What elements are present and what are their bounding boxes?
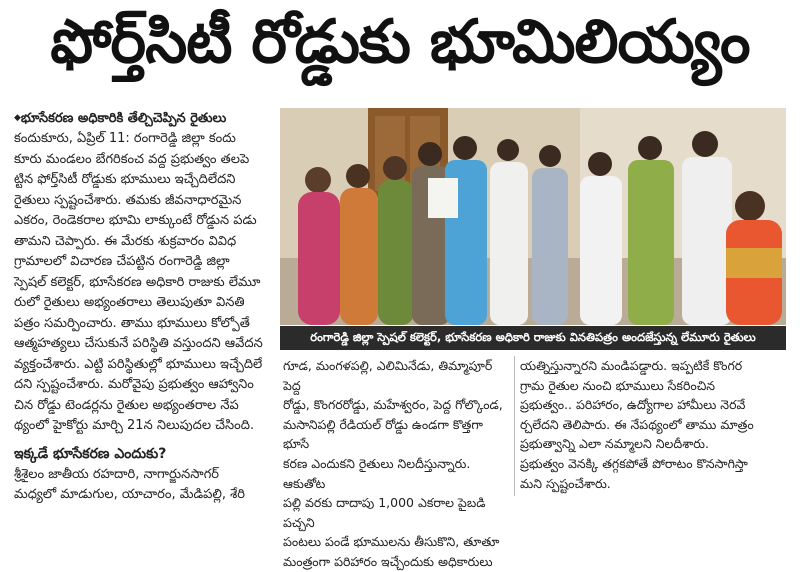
- subheading: ◆ భూసేకరణ అధికారికి తేల్చిచెప్పిన రైతులు: [14, 108, 276, 129]
- headline: ఫోర్త్‌సిటీ రోడ్డుకు భూమిలియ్యం: [50, 7, 750, 77]
- line: ప్రభుత్వం.. పరిహారం, ఉద్యోగాల హామీలు నెరవే: [520, 397, 746, 413]
- line: మసానిపల్లి రేడియల్ రోడ్డు ఉండగా కొత్తగా భూసే: [283, 416, 483, 452]
- line: పత్రం సమర్పించారు. తాము భూములు కోల్పోతే: [14, 315, 250, 331]
- line: గూడ, మంగళపల్లి, ఎలిమినేడు, తిమ్మాపూర్ పెద్ద: [283, 358, 493, 393]
- line: థ్యంలో హైకోర్టు మార్చి 21న నిలుపుదల చేసింది.: [14, 418, 255, 433]
- line: ప్రభుత్వాన్ని ఎలా నమ్మాలని నిలదీశారు.: [520, 436, 709, 452]
- line: రులో రైతులు అభ్యంతరాలు తెలుపుతూ వినతి: [14, 295, 245, 310]
- line: చిన రోడ్డు టెండర్లను రైతుల అభ్యంతరాల నేప: [14, 397, 239, 413]
- line: గ్రామ రైతుల నుంచి భూములు సేకరించిన: [520, 377, 716, 393]
- line: యత్నిస్తున్నారని మండిపడ్డారు. ఇప్పటికే కొంగర: [520, 358, 743, 373]
- line: కరణ ఎందుకని రైతులు నిలదీస్తున్నారు. ఆకుతోట: [283, 455, 471, 491]
- line: ఆత్మహత్యలు చేసుకునే పరిస్థితి వస్తుందని ఆవేదన: [14, 336, 263, 351]
- line: వ్యక్తంచేశారు. ఎట్టి పరిస్థితుల్లో భూములు ఇచ్చేదిలే: [14, 356, 263, 372]
- line: తామని చెప్పారు. ఈ మేరకు శుక్రవారం వివిధ: [14, 233, 237, 249]
- subheading-2: ఇక్కడే భూసేకరణ ఎందుకు?: [14, 445, 167, 462]
- line: ఎకరం, రెండెకరాల భూమి లాక్కుంటే రోడ్డున పడు: [14, 213, 257, 228]
- line: మధ్యలో మాడుగుల, యాచారం, మేడిపల్లి, శేరి: [14, 487, 245, 502]
- line: శ్రీశైలం జాతీయ రహదారి, నాగార్జునసాగర్: [14, 466, 219, 482]
- article-column-1: [14, 108, 276, 506]
- article-column-3: [520, 356, 785, 493]
- line: స్పెషల్ కలెక్టర్, భూసేకరణ అధికారి రాజుకు లేమూ: [14, 274, 261, 290]
- line: గ్రామాలలో విచారణ చేపట్టిన రంగారెడ్డి జిల్లా: [14, 254, 230, 269]
- line: దని స్పష్టంచేశారు. మరోవైపు ప్రభుత్వం ఆహ్వానిం: [14, 377, 254, 392]
- line: కందుకూరు, ఏప్రిల్ 11: రంగారెడ్డి జిల్లా కందు: [14, 131, 236, 146]
- line: మని స్పష్టంచేశారు.: [520, 475, 611, 491]
- line: ప్రభుత్వం వెనక్కి తగ్గకపోతే పోరాటం కొనసాగిస్తా: [520, 455, 748, 471]
- line: పల్లి వరకు దాదాపు 1,000 ఎకరాల పైబడి పచ్చని: [283, 495, 486, 530]
- column-divider: [514, 356, 515, 496]
- line: పంటలు పండే భూములను తీసుకొని, తూతూ: [283, 534, 500, 550]
- line: ట్టిన ఫోర్త్‌సిటీ రోడ్డుకు భూములు ఇచ్చేదిలేదని: [14, 172, 236, 187]
- photo-caption: రంగారెడ్డి జిల్లా స్పెషల్ కలెక్టర్, భూసేకరణ అధికారి రాజుకు వినతిపత్రం అందజేస్తున్న లేమూరు రైతులు: [280, 326, 786, 350]
- article-column-2: [283, 356, 508, 572]
- line: మంత్రంగా పరిహారం ఇచ్చేందుకు అధికారులు: [283, 553, 493, 569]
- line: రైతులు స్పష్టంచేశారు. తమకు జీవనాధారమైన: [14, 192, 242, 208]
- photo-illustration: [280, 108, 786, 325]
- line: కూరు మండలం బేగరికంచ వద్ద ప్రభుత్వం తలపె: [14, 151, 250, 167]
- line: ర్చలేదని తెలిపారు. ఈ నేపథ్యంలో తాము మాత్రం: [520, 416, 754, 432]
- line: రోడ్డు, కొంగరరోడ్డు, మహేశ్వరం, పెద్ద గోల్కొండ,: [283, 397, 503, 413]
- news-photo: [280, 108, 786, 325]
